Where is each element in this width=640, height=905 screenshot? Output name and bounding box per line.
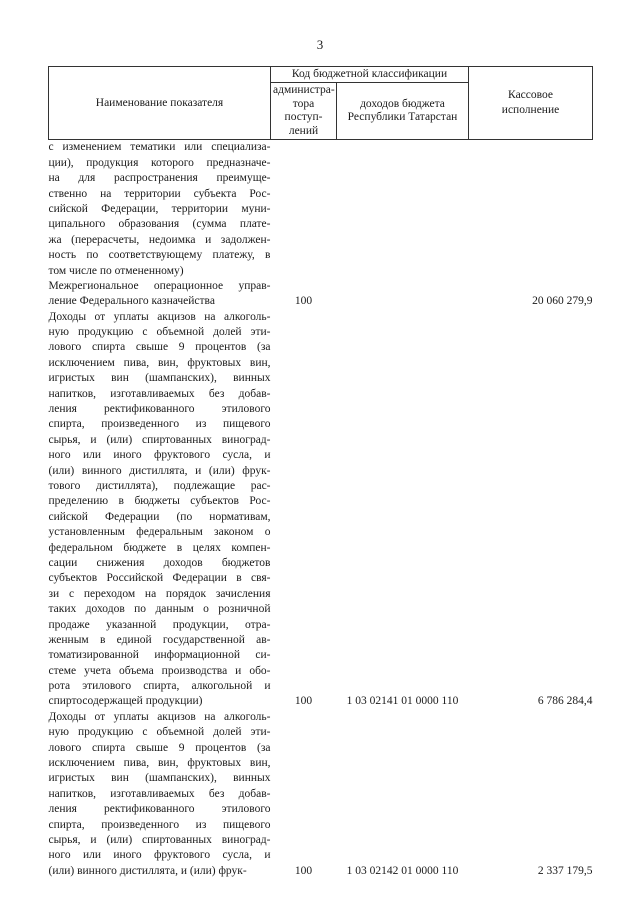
cash-execution-cell: [469, 140, 593, 279]
administrator-code-cell: 100: [294, 864, 313, 877]
indicator-text-line: ного или иного фруктового сусла, и: [48, 849, 271, 862]
header-admin-line: тора поступ-: [284, 97, 323, 124]
header-indicator-name: Наименование показателя: [49, 67, 271, 140]
header-cash-line: исполнение: [501, 104, 560, 117]
indicator-text-line: ственно на территории субъекта Рос-: [48, 187, 271, 200]
indicator-text-line: ного или иного фруктового сусла, и: [48, 449, 271, 462]
indicator-text-line: Межрегиональное операционное управ-: [48, 279, 271, 292]
header-cash-line: Кассовое: [508, 88, 553, 101]
indicator-text-line: на для распространения преимуще-: [48, 172, 271, 185]
header-admin-line: администра-: [273, 84, 335, 97]
indicator-text-line: сийской Федерации (по нормативам,: [48, 510, 271, 523]
indicator-text-line: сырья, и (или) спиртованных виноград-: [48, 833, 271, 846]
administrator-code-cell: 100: [294, 695, 313, 708]
indicator-text-line: игристых вин (шампанских), винных: [48, 772, 271, 785]
table-row: [49, 279, 593, 310]
cash-execution-cell: 6 786 284,4: [537, 695, 593, 708]
indicator-text-line: исключением пива, вин, фруктовых вин,: [48, 356, 271, 369]
indicator-text-line: исключением пива, вин, фруктовых вин,: [48, 757, 271, 770]
header-income-line: Республики Татарстан: [347, 111, 458, 124]
indicator-text-line: ную продукцию с объемной долей эти-: [48, 726, 271, 739]
administrator-code-cell: 100: [294, 295, 313, 308]
indicator-text-line: федеральном бюджете в целях компен-: [48, 541, 271, 554]
indicator-text-line: Доходы от уплаты акцизов на алкоголь-: [48, 310, 271, 323]
indicator-name-cell: [49, 279, 271, 310]
indicator-text-line: сийской Федерации, территории муни-: [48, 202, 271, 215]
budget-table: [48, 66, 593, 879]
income-code-cell: 1 03 02141 01 0000 110: [346, 695, 459, 708]
indicator-text-line: лового спирта свыше 9 процентов (за: [48, 341, 271, 354]
indicator-text-line: ность по соответствующему платежу, в: [48, 249, 271, 262]
indicator-text-line: пределению в бюджеты субъектов Рос-: [48, 495, 271, 508]
indicator-text-line: сации снижения доходов бюджетов: [48, 556, 271, 569]
indicator-text-line: спирта, произведенного из пищевого: [48, 818, 271, 831]
indicator-name-cell: [49, 710, 271, 879]
indicator-text-line: установленным федеральным законом о: [48, 526, 271, 539]
table-row: [49, 310, 593, 710]
indicator-text-line: ления ректификованного этилового: [48, 403, 271, 416]
header-admin-line: лений: [288, 124, 319, 137]
indicator-text-line: напитков, изготавливаемых без добав-: [48, 387, 271, 400]
indicator-text-line: спирта, произведенного из пищевого: [48, 418, 271, 431]
page-number: 3: [316, 37, 324, 52]
indicator-name-cell: [49, 140, 271, 279]
header-administrator: [271, 83, 337, 140]
indicator-text-line: игристых вин (шампанских), винных: [48, 372, 271, 385]
indicator-text-line: субъектов Российской Федерации в свя-: [48, 572, 271, 585]
cash-execution-cell: 20 060 279,9: [532, 295, 593, 308]
indicator-text-line: таких доходов по данным о розничной: [48, 603, 271, 616]
indicator-text-line: напитков, изготавливаемых без добав-: [48, 787, 271, 800]
indicator-text-line: рота этилового спирта, алкогольной и: [48, 680, 271, 693]
income-code-cell: [337, 279, 469, 310]
header-income-line: доходов бюджета: [360, 97, 445, 110]
indicator-text-line: зи с переходом на порядок зачисления: [48, 587, 271, 600]
indicator-text-line: ции), продукция которого предназначе-: [48, 156, 271, 169]
header-income-code: [337, 83, 469, 140]
header-budget-code: Код бюджетной классификации: [271, 67, 469, 83]
indicator-text-line: ление Федерального казначейства: [48, 295, 215, 308]
indicator-text-line: том числе по отмененному): [48, 264, 184, 277]
indicator-text-line: продаже указанной продукции, отра-: [48, 618, 271, 631]
table-row: [49, 710, 593, 879]
indicator-text-line: жа (перерасчеты, недоимка и задолжен-: [48, 233, 271, 246]
indicator-text-line: ципального образования (сумма плате-: [48, 218, 271, 231]
indicator-text-line: тового дистиллята), подлежащие рас-: [48, 480, 271, 492]
header-cash-execution: [469, 67, 593, 140]
indicator-text-line: томатизированной информационной си-: [48, 649, 271, 662]
indicator-text-line: Доходы от уплаты акцизов на алкоголь-: [48, 710, 271, 723]
indicator-text-line: ную продукцию с объемной долей эти-: [48, 326, 271, 339]
table-body: [49, 140, 593, 879]
table-row: [49, 140, 593, 279]
indicator-text-line: ления ректификованного этилового: [48, 803, 271, 816]
indicator-name-cell: [49, 310, 271, 710]
indicator-text-line: с изменением тематики или специализа-: [48, 141, 271, 154]
cash-execution-cell: 2 337 179,5: [537, 864, 593, 877]
indicator-text-line: (или) винного дистиллята, и (или) фрук-: [48, 864, 247, 877]
income-code-cell: 1 03 02142 01 0000 110: [346, 864, 459, 877]
indicator-text-line: (или) винного дистиллята, и (или) фрук-: [48, 464, 271, 477]
indicator-text-line: спиртосодержащей продукции): [48, 695, 203, 708]
administrator-code-cell: [271, 140, 337, 279]
indicator-text-line: стеме учета объема производства и обо-: [48, 664, 271, 677]
indicator-text-line: сырья, и (или) спиртованных виноград-: [48, 433, 271, 446]
income-code-cell: [337, 140, 469, 279]
indicator-text-line: женным в единой государственной ав-: [48, 633, 271, 646]
indicator-text-line: лового спирта свыше 9 процентов (за: [48, 741, 271, 754]
